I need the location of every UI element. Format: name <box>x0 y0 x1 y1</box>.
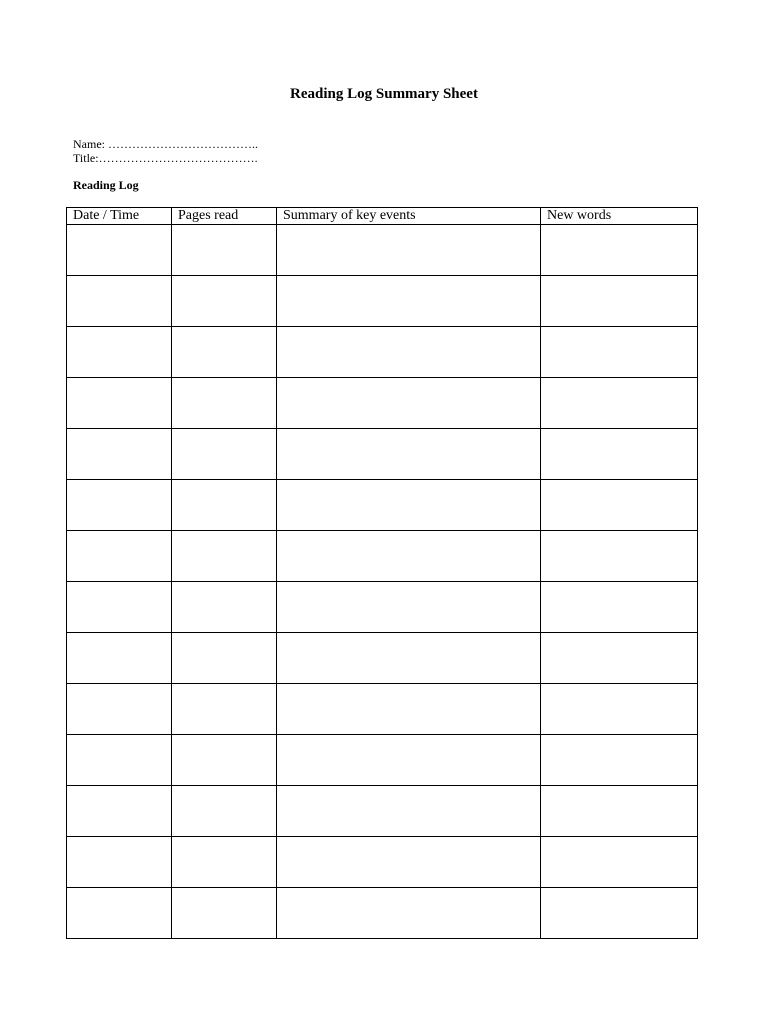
new-words-cell[interactable] <box>541 786 698 837</box>
pages-read-cell[interactable] <box>172 735 277 786</box>
new-words-cell[interactable] <box>541 225 698 276</box>
pages-read-cell[interactable] <box>172 276 277 327</box>
table-row <box>67 327 698 378</box>
table-row <box>67 837 698 888</box>
name-field-line[interactable]: Name: ……………………………….. <box>73 137 258 151</box>
date-time-cell[interactable] <box>67 633 172 684</box>
table-row <box>67 378 698 429</box>
table-row <box>67 735 698 786</box>
new-words-cell[interactable] <box>541 633 698 684</box>
pages-read-cell[interactable] <box>172 633 277 684</box>
table-row <box>67 531 698 582</box>
table-header <box>67 208 698 225</box>
table-row <box>67 276 698 327</box>
new-words-cell[interactable] <box>541 582 698 633</box>
table-row <box>67 786 698 837</box>
column-header-date-time: Date / Time <box>67 208 172 225</box>
date-time-cell[interactable] <box>67 225 172 276</box>
new-words-cell[interactable] <box>541 684 698 735</box>
new-words-cell[interactable] <box>541 735 698 786</box>
new-words-cell[interactable] <box>541 378 698 429</box>
pages-read-cell[interactable] <box>172 786 277 837</box>
date-time-cell[interactable] <box>67 531 172 582</box>
date-time-cell[interactable] <box>67 480 172 531</box>
summary-cell[interactable] <box>277 633 541 684</box>
table-row <box>67 888 698 939</box>
summary-cell[interactable] <box>277 888 541 939</box>
new-words-cell[interactable] <box>541 888 698 939</box>
new-words-cell[interactable] <box>541 276 698 327</box>
pages-read-cell[interactable] <box>172 480 277 531</box>
header-row <box>67 208 698 225</box>
summary-cell[interactable] <box>277 582 541 633</box>
summary-cell[interactable] <box>277 735 541 786</box>
summary-cell[interactable] <box>277 480 541 531</box>
date-time-cell[interactable] <box>67 684 172 735</box>
table-row <box>67 633 698 684</box>
date-time-cell[interactable] <box>67 429 172 480</box>
summary-cell[interactable] <box>277 786 541 837</box>
date-time-cell[interactable] <box>67 837 172 888</box>
summary-cell[interactable] <box>277 684 541 735</box>
summary-cell[interactable] <box>277 378 541 429</box>
column-header-pages-read: Pages read <box>172 208 277 225</box>
pages-read-cell[interactable] <box>172 531 277 582</box>
new-words-cell[interactable] <box>541 837 698 888</box>
summary-cell[interactable] <box>277 429 541 480</box>
summary-cell[interactable] <box>277 531 541 582</box>
new-words-cell[interactable] <box>541 480 698 531</box>
summary-cell[interactable] <box>277 837 541 888</box>
pages-read-cell[interactable] <box>172 684 277 735</box>
summary-cell[interactable] <box>277 276 541 327</box>
date-time-cell[interactable] <box>67 276 172 327</box>
summary-cell[interactable] <box>277 327 541 378</box>
date-time-cell[interactable] <box>67 786 172 837</box>
page-title: Reading Log Summary Sheet <box>290 86 478 102</box>
section-heading: Reading Log <box>73 178 139 192</box>
title-field-line[interactable]: Title:…………………………………. <box>73 151 258 165</box>
reading-log-table <box>66 207 698 939</box>
pages-read-cell[interactable] <box>172 327 277 378</box>
column-header-summary: Summary of key events <box>277 208 541 225</box>
date-time-cell[interactable] <box>67 582 172 633</box>
new-words-cell[interactable] <box>541 531 698 582</box>
new-words-cell[interactable] <box>541 429 698 480</box>
date-time-cell[interactable] <box>67 735 172 786</box>
summary-cell[interactable] <box>277 225 541 276</box>
pages-read-cell[interactable] <box>172 429 277 480</box>
new-words-cell[interactable] <box>541 327 698 378</box>
table-body <box>67 225 698 939</box>
pages-read-cell[interactable] <box>172 888 277 939</box>
table-row <box>67 225 698 276</box>
table-row <box>67 480 698 531</box>
table-row <box>67 429 698 480</box>
pages-read-cell[interactable] <box>172 582 277 633</box>
pages-read-cell[interactable] <box>172 225 277 276</box>
date-time-cell[interactable] <box>67 888 172 939</box>
table-row <box>67 684 698 735</box>
column-header-new-words: New words <box>541 208 698 225</box>
date-time-cell[interactable] <box>67 327 172 378</box>
pages-read-cell[interactable] <box>172 378 277 429</box>
date-time-cell[interactable] <box>67 378 172 429</box>
table-row <box>67 582 698 633</box>
pages-read-cell[interactable] <box>172 837 277 888</box>
